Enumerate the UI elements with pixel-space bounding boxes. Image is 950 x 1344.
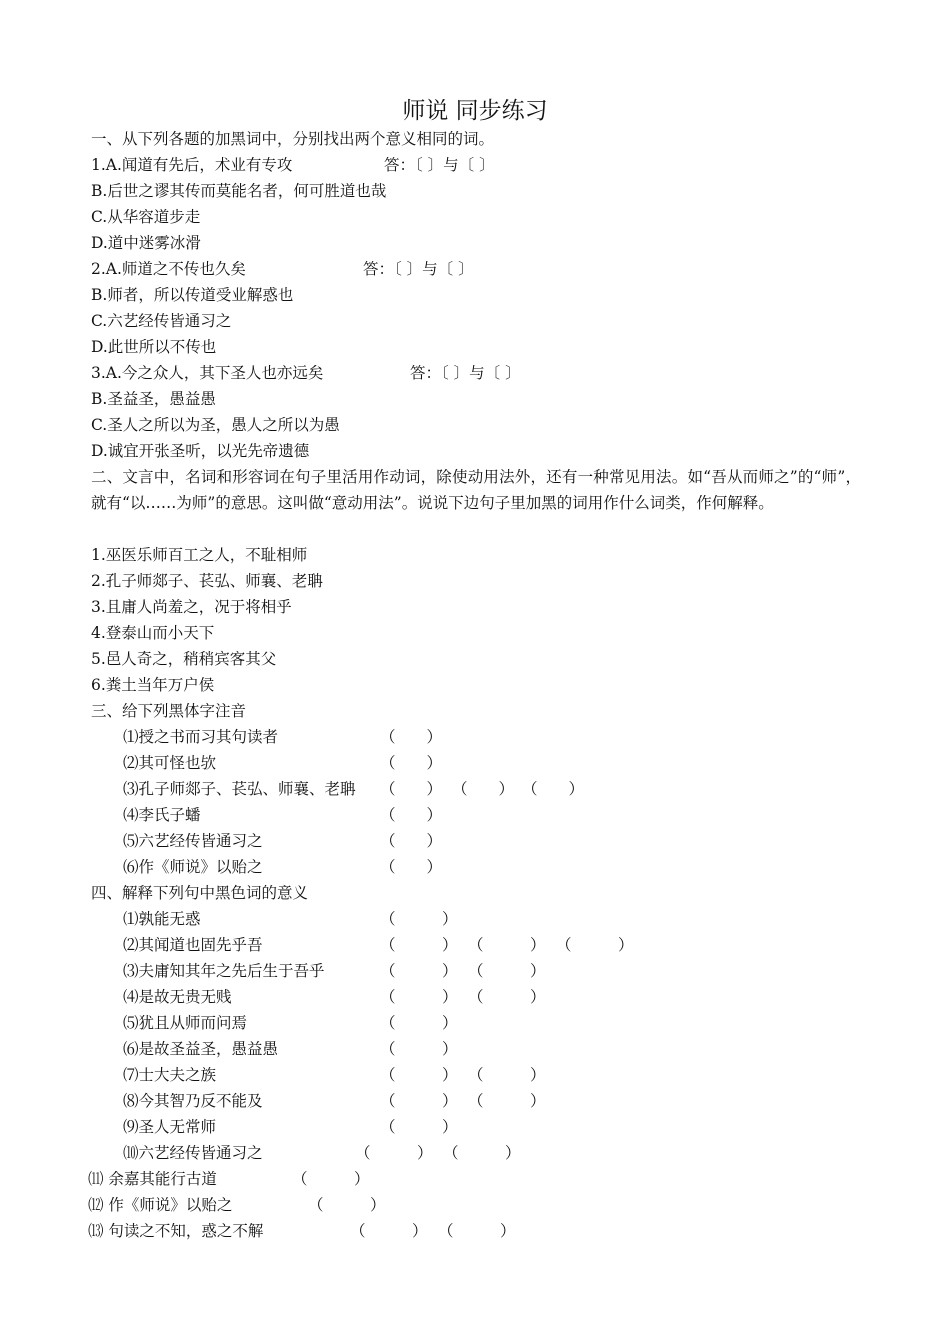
s1-q1-option-d: D.道中迷雾冰滑 (91, 234, 201, 252)
s1-q2-option-d: D.此世所以不传也 (91, 338, 217, 356)
s4-blank-2c[interactable]: （ ） (556, 936, 634, 954)
s1-q2-option-b: B.师者，所以传道受业解惑也 (91, 286, 294, 304)
s4-blank-10a[interactable]: （ ） (355, 1144, 433, 1162)
s4-blank-11[interactable]: （ ） (292, 1170, 370, 1188)
s4-item-8: ⑻今其智乃反不能及 (123, 1092, 263, 1110)
s1-q3-answer[interactable]: 答：〔 〕与〔 〕 (410, 364, 521, 382)
s4-blank-4a[interactable]: （ ） (380, 988, 458, 1006)
s4-blank-13a[interactable]: （ ） (350, 1222, 428, 1240)
s4-blank-7a[interactable]: （ ） (380, 1066, 458, 1084)
s4-item-4: ⑷是故无贵无贱 (123, 988, 232, 1006)
s3-blank-4[interactable]: （ ） (380, 806, 443, 824)
s3-item-5: ⑸六艺经传皆通习之 (123, 832, 263, 850)
s4-blank-7b[interactable]: （ ） (468, 1066, 546, 1084)
s4-item-6: ⑹是故圣益圣，愚益愚 (123, 1040, 279, 1058)
s4-blank-13b[interactable]: （ ） (438, 1222, 516, 1240)
s1-q1-option-b: B.后世之谬其传而莫能名者，何可胜道也哉 (91, 182, 387, 200)
s3-blank-3b[interactable]: （ ） (452, 780, 515, 798)
s3-item-6: ⑹作《师说》以贻之 (123, 858, 263, 876)
s4-blank-8b[interactable]: （ ） (468, 1092, 546, 1110)
s3-blank-5[interactable]: （ ） (380, 832, 443, 850)
s4-blank-6[interactable]: （ ） (380, 1040, 458, 1058)
s1-q3-option-d: D.诚宜开张圣听，以光先帝遗德 (91, 442, 310, 460)
s3-item-4: ⑷李氏子蟠 (123, 806, 201, 824)
s3-item-1: ⑴授之书而习其句读者 (123, 728, 279, 746)
s1-q1-option-a: 1.A.闻道有先后，术业有专攻 (91, 156, 293, 174)
section-4-heading: 四、解释下列句中黑色词的意义 (91, 884, 309, 902)
s3-blank-3c[interactable]: （ ） (522, 780, 585, 798)
s4-blank-2a[interactable]: （ ） (380, 936, 458, 954)
s4-item-11: ⑾ 余嘉其能行古道 (88, 1170, 217, 1188)
s2-item-4: 4.登泰山而小天下 (91, 624, 215, 642)
s4-blank-1[interactable]: （ ） (380, 910, 458, 928)
s1-q2-answer[interactable]: 答：〔 〕与〔 〕 (363, 260, 474, 278)
s2-item-5: 5.邑人奇之，稍稍宾客其父 (91, 650, 277, 668)
s4-item-9: ⑼圣人无常师 (123, 1118, 217, 1136)
s4-blank-12[interactable]: （ ） (308, 1196, 386, 1214)
page-title: 师说 同步练习 (402, 98, 548, 124)
s1-q2-option-a: 2.A.师道之不传也久矣 (91, 260, 246, 278)
s4-item-1: ⑴孰能无惑 (123, 910, 201, 928)
s1-q3-option-c: C.圣人之所以为圣，愚人之所以为愚 (91, 416, 340, 434)
section-2-heading: 二、文言中，名词和形容词在句子里活用作动词，除使动用法外，还有一种常见用法。如“吾从而师之”的“师”，就有“以……为师”的意思。这叫做“意动用法”。说说下边句子里加黑的词用作什么词类，作何解释。 (91, 468, 861, 512)
s4-blank-3a[interactable]: （ ） (380, 962, 458, 980)
s2-item-6: 6.粪土当年万户侯 (91, 676, 215, 694)
s1-q1-answer[interactable]: 答：〔 〕与〔 〕 (384, 156, 495, 174)
s3-blank-6[interactable]: （ ） (380, 858, 443, 876)
s4-blank-9[interactable]: （ ） (380, 1118, 458, 1136)
s4-item-13: ⒀ 句读之不知，惑之不解 (88, 1222, 264, 1240)
s3-item-2: ⑵其可怪也欤 (123, 754, 217, 772)
s4-blank-10b[interactable]: （ ） (443, 1144, 521, 1162)
s3-blank-1[interactable]: （ ） (380, 728, 443, 746)
s4-item-7: ⑺士大夫之族 (123, 1066, 217, 1084)
s1-q1-option-c: C.从华容道步走 (91, 208, 201, 226)
s2-item-1: 1.巫医乐师百工之人，不耻相师 (91, 546, 308, 564)
s1-q3-option-b: B.圣益圣，愚益愚 (91, 390, 216, 408)
section-3-heading: 三、给下列黑体字注音 (91, 702, 247, 720)
s2-item-2: 2.孔子师郯子、苌弘、师襄、老聃 (91, 572, 323, 590)
s4-item-5: ⑸犹且从师而问焉 (123, 1014, 248, 1032)
s3-item-3: ⑶孔子师郯子、苌弘、师襄、老聃 (123, 780, 356, 798)
s4-item-12: ⑿ 作《师说》以贻之 (88, 1196, 233, 1214)
s2-item-3: 3.且庸人尚羞之，况于将相乎 (91, 598, 292, 616)
s3-blank-3a[interactable]: （ ） (380, 780, 443, 798)
s4-blank-5[interactable]: （ ） (380, 1014, 458, 1032)
section-1-heading: 一、从下列各题的加黑词中，分别找出两个意义相同的词。 (91, 130, 495, 148)
s4-item-10: ⑽六艺经传皆通习之 (123, 1144, 263, 1162)
s1-q3-option-a: 3.A.今之众人，其下圣人也亦远矣 (91, 364, 324, 382)
s4-item-2: ⑵其闻道也固先乎吾 (123, 936, 263, 954)
s4-blank-2b[interactable]: （ ） (468, 936, 546, 954)
s1-q2-option-c: C.六艺经传皆通习之 (91, 312, 232, 330)
s3-blank-2[interactable]: （ ） (380, 754, 443, 772)
s4-blank-4b[interactable]: （ ） (468, 988, 546, 1006)
s4-blank-8a[interactable]: （ ） (380, 1092, 458, 1110)
s4-item-3: ⑶夫庸知其年之先后生于吾乎 (123, 962, 325, 980)
s4-blank-3b[interactable]: （ ） (468, 962, 546, 980)
